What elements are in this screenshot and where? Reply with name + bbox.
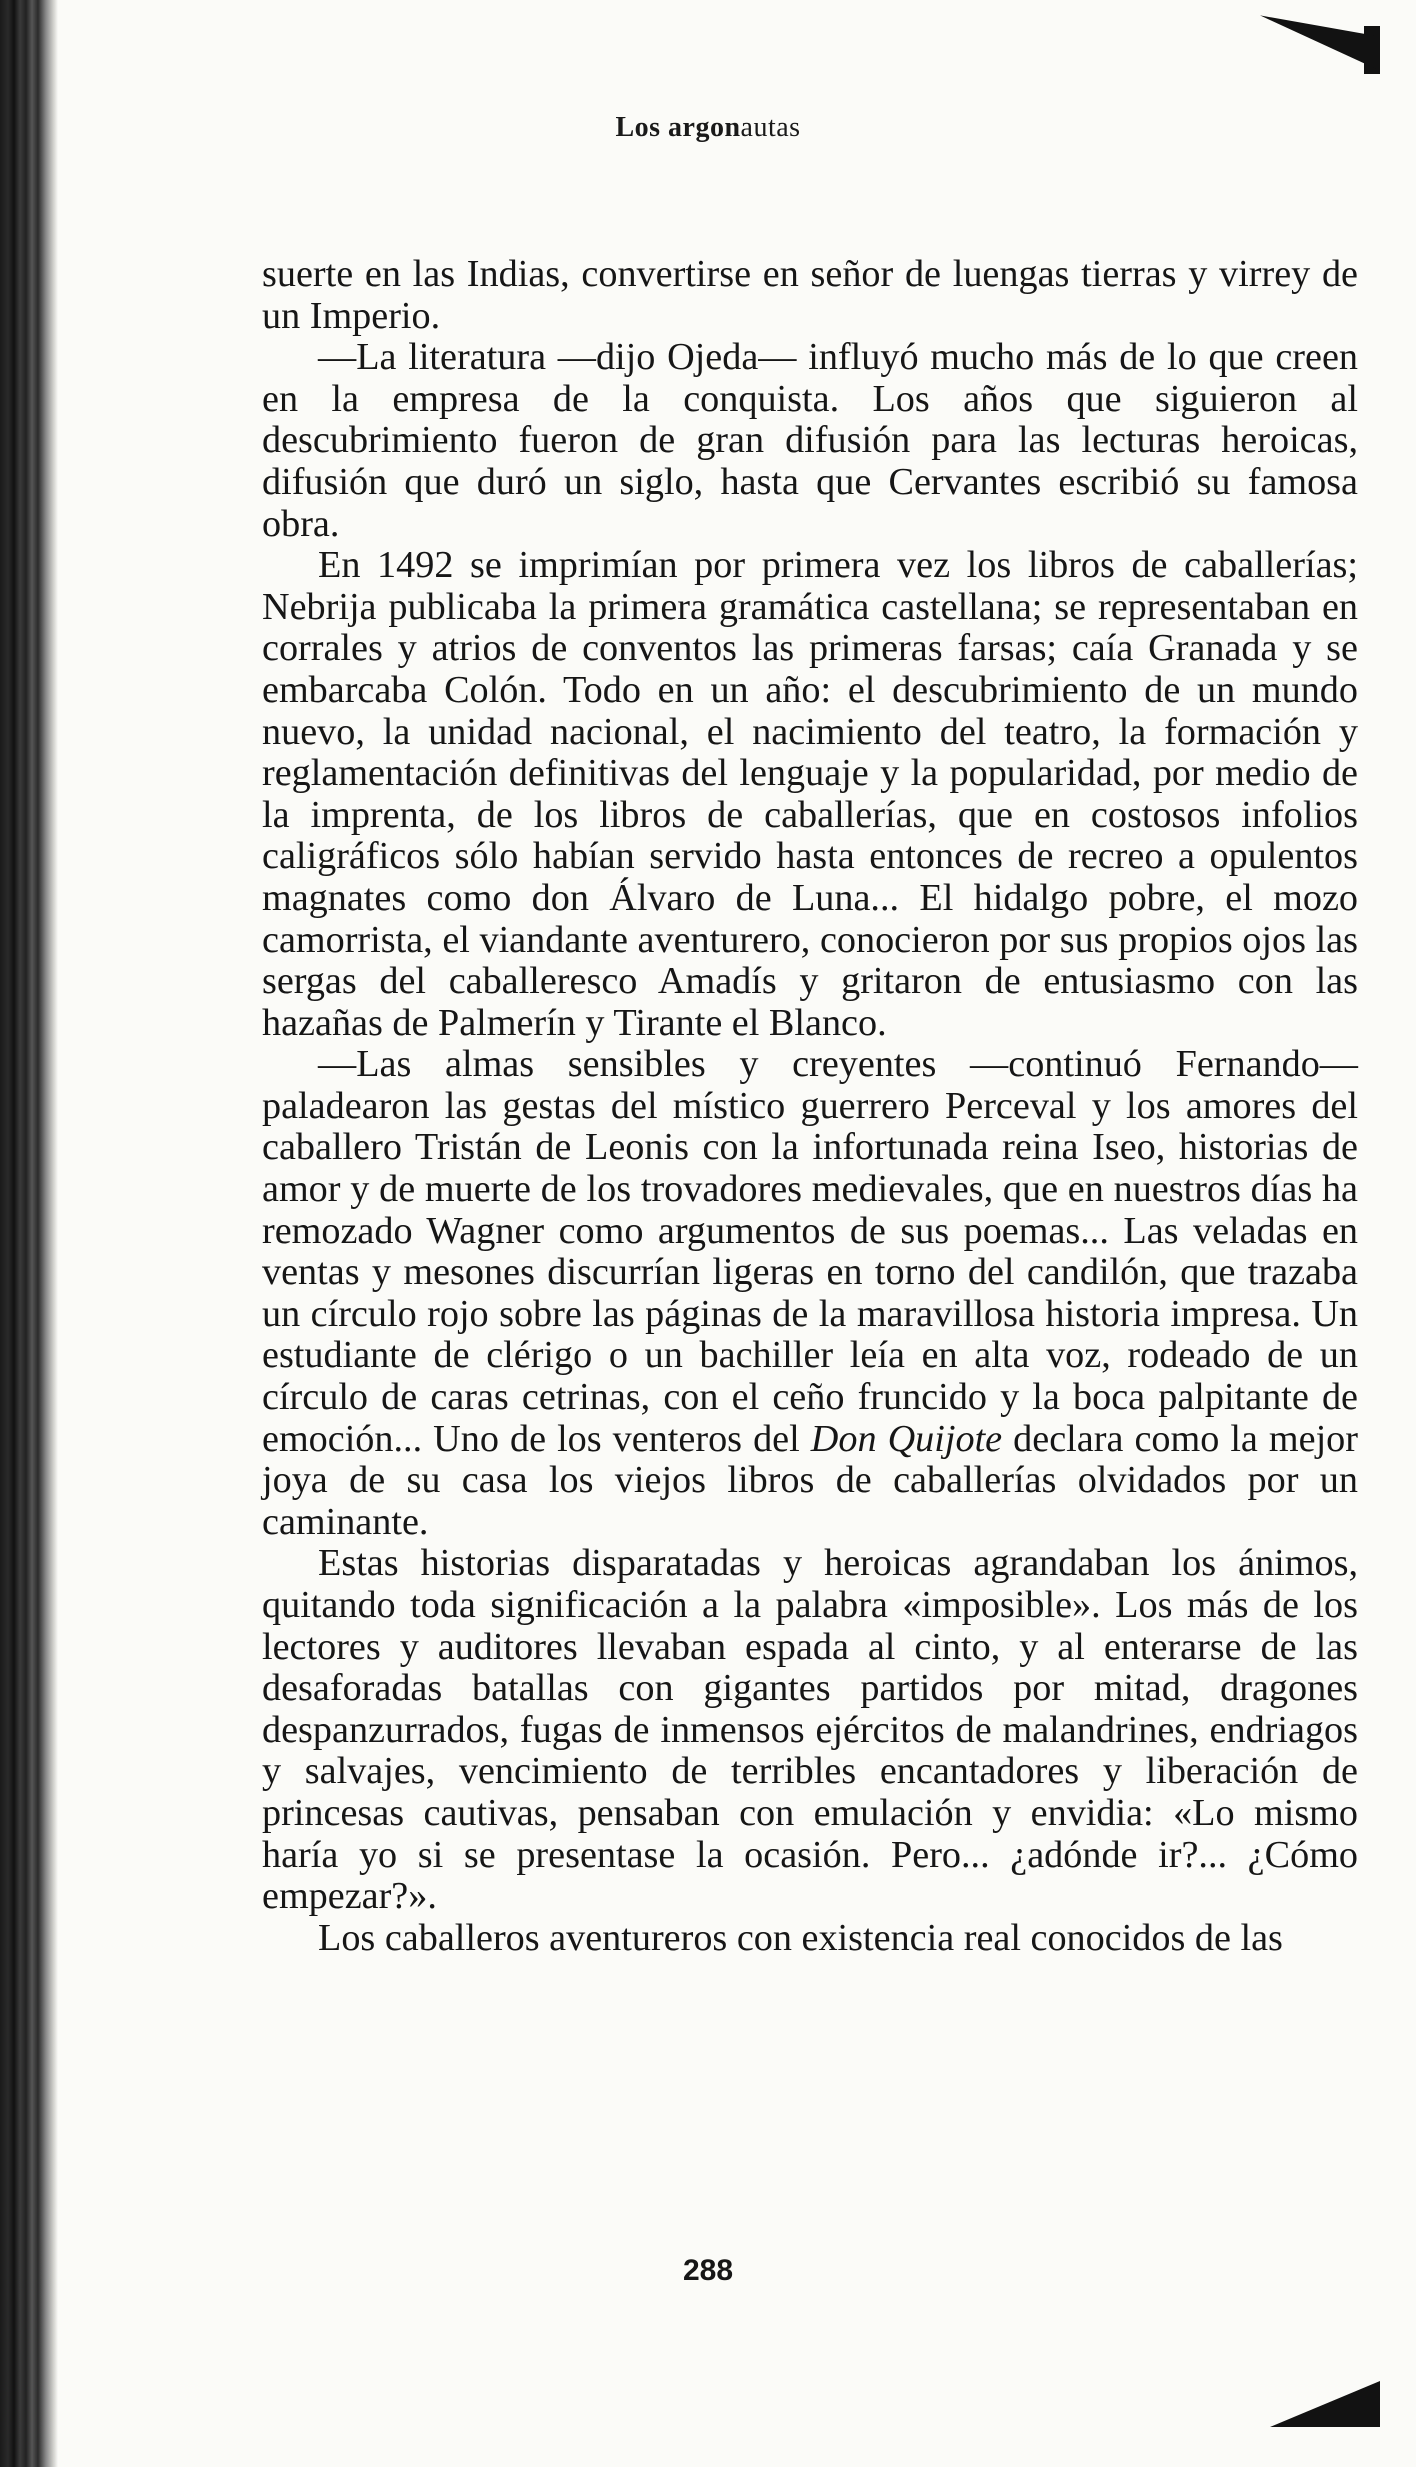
- paragraph-4: [262, 1044, 1358, 1543]
- book-title-italic: Don Quijote: [810, 1417, 1003, 1460]
- paragraph-4-text-before: —Las almas sensibles y creyentes —continuó Fernando— paladearon las gestas del místico guerrero Perceval y los amores del caballero Tristán de Leonis con la infortunada reina Iseo, historias de amor y de muerte de los trovadores medievales, que en nuestros días ha remozado Wagner como argumentos de sus poemas... Las veladas en ventas y mesones discurrían ligeras en torno del candilón, que trazaba un círculo rojo sobre las páginas de la maravillosa historia impresa. Un estudiante de clérigo o un bachiller leía en alta voz, rodeado de un círculo de caras cetrinas, con el ceño fruncido y la boca palpitante de emoción... Uno de los venteros del: [262, 1043, 1358, 1460]
- paragraph-2: —La literatura —dijo Ojeda— influyó mucho más de lo que creen en la empresa de la conquista. Los años que siguieron al descubrimiento fueron de gran difusión para las lecturas heroicas, difusión que duró un siglo, hasta que Cervantes escribió su famosa obra.: [262, 336, 1358, 545]
- paragraph-5: Estas historias disparatadas y heroicas agrandaban los ánimos, quitando toda significación a la palabra «imposible». Los más de los lectores y auditores llevaban espada al cinto, y al enterarse de las desaforadas batallas con gigantes partidos por mitad, dragones despanzurrados, fugas de inmensos ejércitos de malandrines, endriagos y salvajes, vencimiento de terribles encantadores y liberación de princesas cautivas, pensaban con emulación y envidia: «Lo mismo haría yo si se presentase la ocasión. Pero... ¿adónde ir?... ¿Cómo empezar?».: [262, 1542, 1358, 1918]
- scan-binding-edge: [0, 0, 58, 2467]
- body-text: [262, 254, 1358, 1959]
- scan-corner-wedge-top: [1260, 15, 1380, 70]
- paragraph-6: Los caballeros aventureros con existencia real conocidos de las: [318, 1916, 1283, 1959]
- running-head: [0, 112, 1416, 144]
- paragraph-1: suerte en las Indias, convertirse en señor de luengas tierras y virrey de un Imperio.: [262, 253, 1358, 337]
- page-number: 288: [682, 2254, 734, 2287]
- paragraph-3: En 1492 se imprimían por primera vez los libros de caballerías; Nebrija publicaba la primera gramática castellana; se representaban en corrales y atrios de conventos las primeras farsas; caía Granada y se embarcaba Colón. Todo en un año: el descubrimiento de un mundo nuevo, la unidad nacional, el nacimiento del teatro, la formación y reglamentación definitivas del lenguaje y la popularidad, por medio de la imprenta, de los libros de caballerías, que en costosos infolios caligráficos sólo habían servido hasta entonces de recreo a opulentos magnates como don Álvaro de Luna... El hidalgo pobre, el mozo camorrista, el viandante aventurero, conocieron por sus propios ojos las sergas del caballeresco Amadís y gritaron de entusiasmo con las hazañas de Palmerín y Tirante el Blanco.: [262, 544, 1358, 1044]
- paragraph-4-text-after: declara como la mejor joya de su casa los viejos libros de caballerías olvidados por un caminante.: [262, 1417, 1358, 1543]
- running-head-bold: Los argon: [615, 112, 741, 143]
- scan-corner-mark-bottom: [1270, 2381, 1380, 2427]
- running-head-rest: autas: [740, 112, 801, 143]
